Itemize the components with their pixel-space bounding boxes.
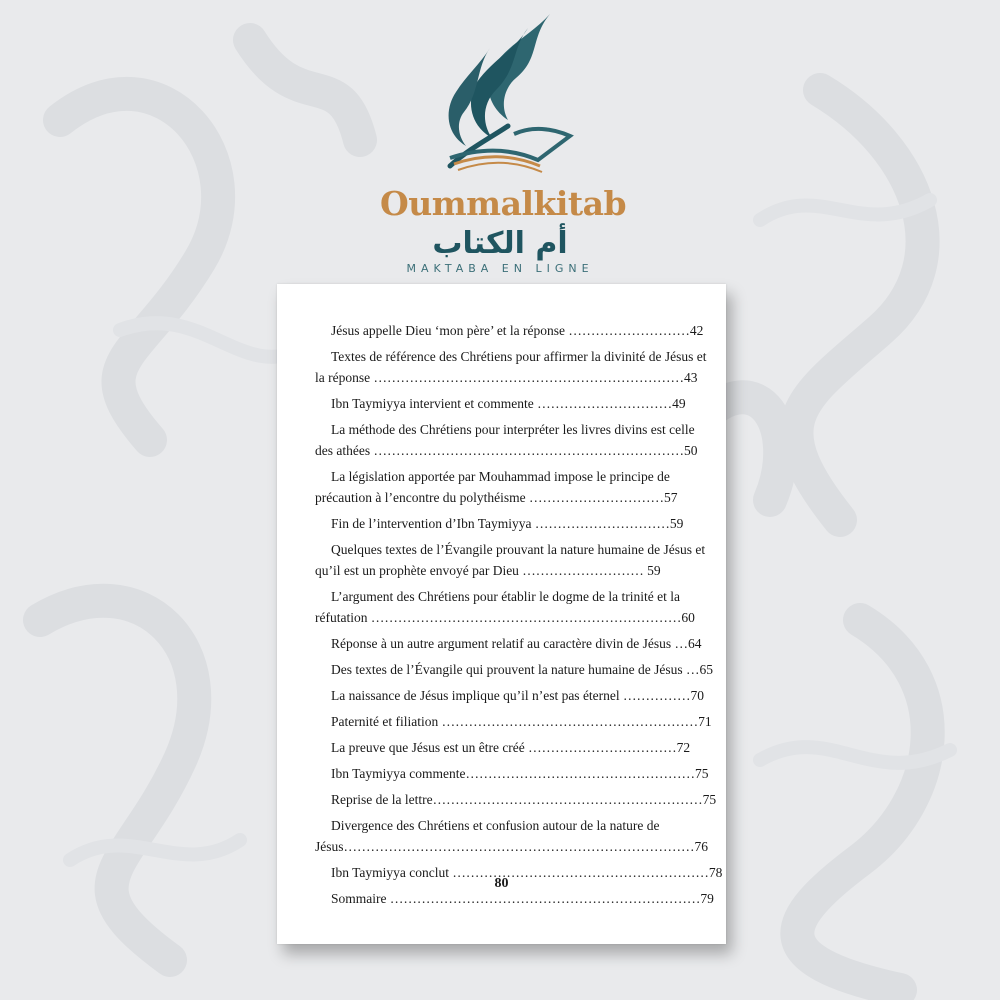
table-of-contents: [315, 320, 723, 914]
toc-entry-line: Textes de référence des Chrétiens pour affirmer la divinité de Jésus et: [331, 349, 707, 364]
page-number: 80: [494, 876, 509, 891]
toc-entry-line: Divergence des Chrétiens et confusion autour de la nature de: [331, 818, 660, 833]
toc-entry-line: Sommaire ……………………………………………………………79: [331, 891, 714, 906]
toc-entry: [315, 659, 714, 680]
quill-book-icon: [420, 8, 580, 178]
toc-entry: [315, 466, 681, 508]
book-page: [277, 284, 726, 944]
toc-entry-line: Ibn Taymiyya conclut …………………………………………………78: [331, 865, 723, 880]
toc-entry: [315, 346, 707, 388]
toc-entry: [315, 633, 702, 654]
toc-entry-line: Reprise de la lettre……………………………………………………75: [331, 792, 717, 807]
toc-entry: [315, 789, 717, 810]
toc-entry: [315, 419, 698, 461]
toc-entry-line: Jésus……………………………………………………………………76: [315, 839, 709, 854]
toc-entry-line: Paternité et filiation …………………………………………………71: [331, 714, 712, 729]
toc-entry-line: Ibn Taymiyya intervient et commente …………………………49: [331, 396, 686, 411]
toc-entry: [315, 393, 686, 414]
toc-entry: [315, 539, 706, 581]
toc-entry: [315, 685, 705, 706]
brand-name-arabic: أم الكتاب: [432, 226, 568, 261]
brand-name-latin: Oummalkitab: [380, 184, 627, 223]
toc-entry: [315, 737, 691, 758]
toc-entry-line: des athées ……………………………………………………………50: [315, 443, 698, 458]
toc-entry-line: L’argument des Chrétiens pour établir le dogme de la trinité et la: [331, 589, 681, 604]
toc-entry: [315, 513, 684, 534]
toc-entry-line: Réponse à un autre argument relatif au caractère divin de Jésus …64: [331, 636, 702, 651]
toc-entry-line: Jésus appelle Dieu ‘mon père’ et la réponse ………………………42: [331, 323, 704, 338]
toc-entry: [315, 320, 704, 341]
brand-tagline: MAKTABA EN LIGNE: [406, 262, 594, 275]
toc-entry-line: Des textes de l’Évangile qui prouvent la nature humaine de Jésus …65: [331, 662, 714, 677]
toc-entry-line: La preuve que Jésus est un être créé ……………………………72: [331, 740, 691, 755]
toc-entry-line: La méthode des Chrétiens pour interpréter les livres divins est celle: [331, 422, 695, 437]
toc-entry-line: Fin de l’intervention d’Ibn Taymiyya …………………………59: [331, 516, 684, 531]
toc-entry-line: réfutation ……………………………………………………………60: [315, 610, 695, 625]
toc-entry-line: La naissance de Jésus implique qu’il n’est pas éternel ……………70: [331, 688, 705, 703]
toc-entry-line: Ibn Taymiyya commente……………………………………………75: [331, 766, 709, 781]
toc-entry: [315, 815, 709, 857]
toc-entry-line: qu’il est un prophète envoyé par Dieu ……………………… 59: [315, 563, 661, 578]
brand-logo: [380, 8, 627, 278]
toc-entry: [315, 763, 709, 784]
toc-entry-line: précaution à l’encontre du polythéisme …………………………57: [315, 490, 678, 505]
toc-entry-line: La législation apportée par Mouhammad impose le principe de: [331, 469, 670, 484]
toc-entry-line: la réponse ……………………………………………………………43: [315, 370, 698, 385]
toc-entry: [315, 711, 712, 732]
toc-entry-line: Quelques textes de l’Évangile prouvant la nature humaine de Jésus et: [331, 542, 706, 557]
toc-entry: [315, 586, 695, 628]
